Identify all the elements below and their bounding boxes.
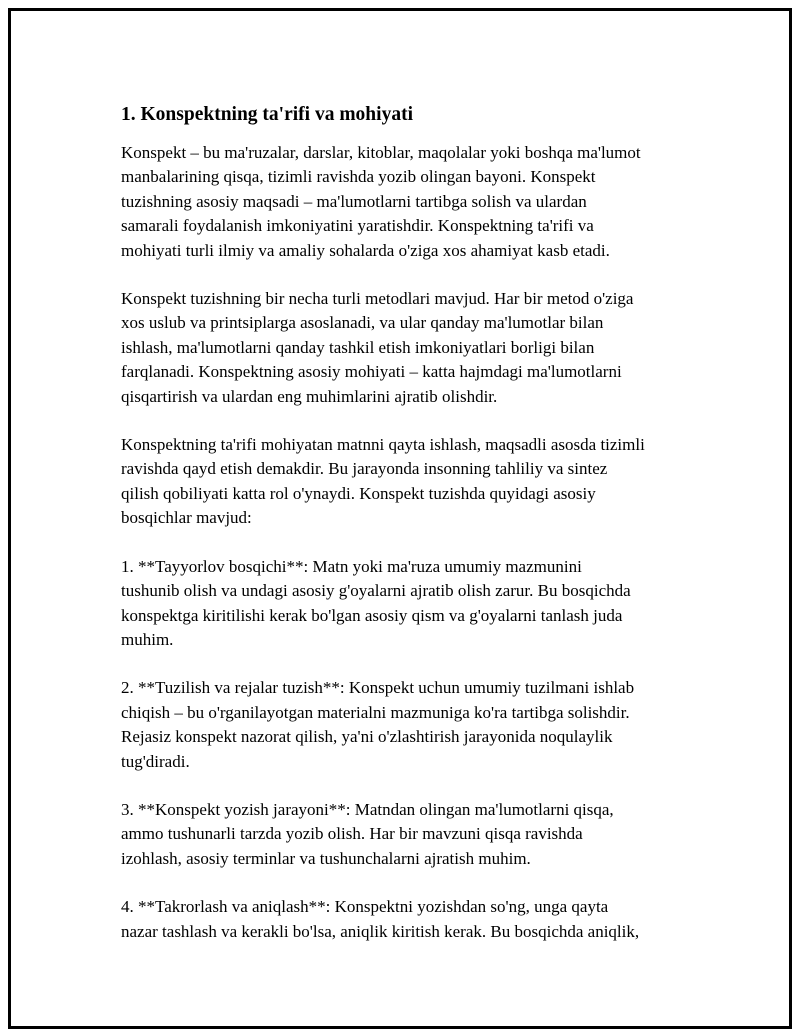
text-line: bosqichlar mavjud: <box>121 508 252 528</box>
text-line: izohlash, asosiy terminlar va tushunchalarni ajratish muhim. <box>121 848 531 868</box>
section-heading: 1. Konspektning ta'rifi va mohiyati <box>121 104 413 125</box>
text-line: Rejasiz konspekt nazorat qilish, ya'ni o'zlashtirish jarayonida noqulaylik <box>121 727 613 747</box>
text-line: ravishda qayd etish demakdir. Bu jarayonda insonning tahliliy va sintez <box>121 459 608 479</box>
paragraph <box>121 141 696 263</box>
text-line: tug'diradi. <box>121 751 190 771</box>
text-line: Konspekt tuzishning bir necha turli metodlari mavjud. Har bir metod o'ziga <box>121 289 634 309</box>
text-line: samarali foydalanish imkoniyatini yaratishdir. Konspektning ta'rifi va <box>121 216 594 236</box>
paragraph <box>121 676 696 774</box>
paragraph <box>121 433 696 531</box>
text-line: xos uslub va printsiplarga asoslanadi, va ular qanday ma'lumotlar bilan <box>121 313 604 333</box>
text-line: muhim. <box>121 629 174 649</box>
document-body <box>121 95 696 968</box>
paragraph <box>121 895 696 944</box>
text-line: manbalarining qisqa, tizimli ravishda yozib olingan bayoni. Konspekt <box>121 167 596 187</box>
text-line: tushunib olish va undagi asosiy g'oyalarni ajratib olish zarur. Bu bosqichda <box>121 581 631 601</box>
text-line: konspektga kiritilishi kerak bo'lgan asosiy qism va g'oyalarni tanlash juda <box>121 605 623 625</box>
page-frame <box>8 8 792 1029</box>
text-line: qisqartirish va ulardan eng muhimlarini ajratib olishdir. <box>121 386 498 406</box>
paragraph <box>121 798 696 871</box>
text-line: ammo tushunarli tarzda yozib olish. Har bir mavzuni qisqa ravishda <box>121 824 583 844</box>
paragraph <box>121 555 696 653</box>
text-line: 1. **Tayyorlov bosqichi**: Matn yoki ma'ruza umumiy mazmunini <box>121 556 582 576</box>
text-line: 4. **Takrorlash va aniqlash**: Konspektni yozishdan so'ng, unga qayta <box>121 897 609 917</box>
text-line: tuzishning asosiy maqsadi – ma'lumotlarni tartibga solish va ulardan <box>121 191 587 211</box>
text-line: Konspektning ta'rifi mohiyatan matnni qayta ishlash, maqsadli asosda tizimli <box>121 435 645 455</box>
text-line: mohiyati turli ilmiy va amaliy sohalarda o'ziga xos ahamiyat kasb etadi. <box>121 240 610 260</box>
paragraph-list <box>121 141 696 944</box>
paragraph <box>121 287 696 409</box>
text-line: ishlash, ma'lumotlarni qanday tashkil etish imkoniyatlari borligi bilan <box>121 337 595 357</box>
text-line: nazar tashlash va kerakli bo'lsa, aniqlik kiritish kerak. Bu bosqichda aniqlik, <box>121 921 640 941</box>
text-line: 2. **Tuzilish va rejalar tuzish**: Konspekt uchun umumiy tuzilmani ishlab <box>121 678 635 698</box>
text-line: Konspekt – bu ma'ruzalar, darslar, kitoblar, maqolalar yoki boshqa ma'lumot <box>121 143 641 162</box>
text-line: 3. **Konspekt yozish jarayoni**: Matndan olingan ma'lumotlarni qisqa, <box>121 799 614 819</box>
text-line: chiqish – bu o'rganilayotgan materialni mazmuniga ko'ra tartibga solishdir. <box>121 702 630 722</box>
text-line: qilish qobiliyati katta rol o'ynaydi. Konspekt tuzishda quyidagi asosiy <box>121 483 596 503</box>
text-line: farqlanadi. Konspektning asosiy mohiyati – katta hajmdagi ma'lumotlarni <box>121 362 622 382</box>
